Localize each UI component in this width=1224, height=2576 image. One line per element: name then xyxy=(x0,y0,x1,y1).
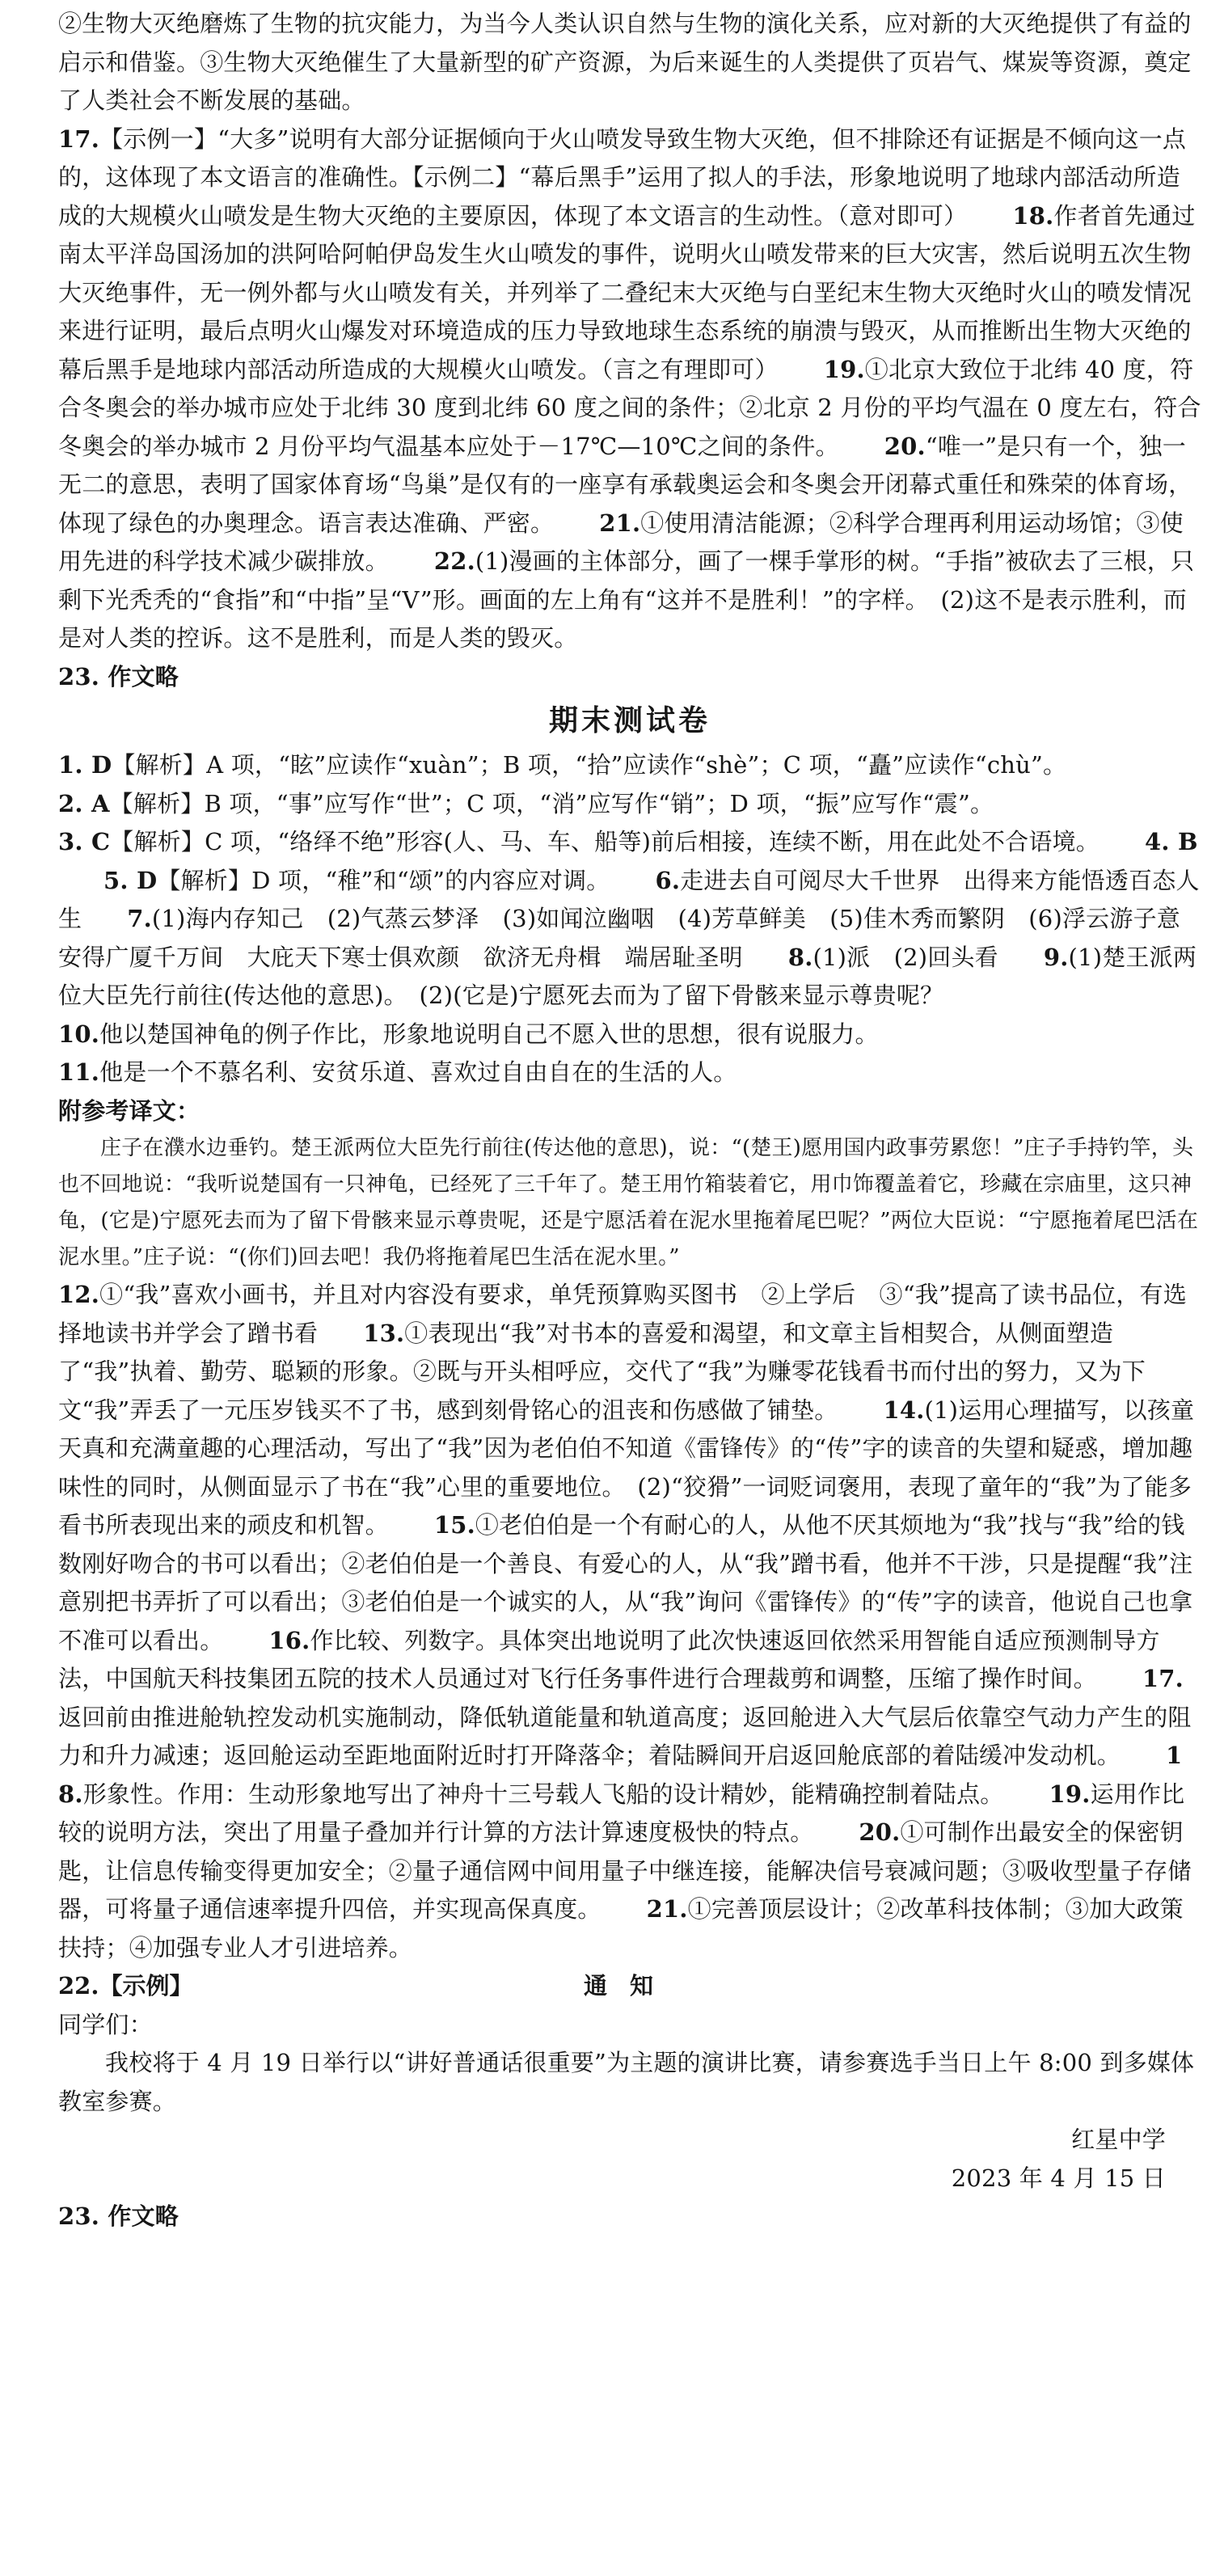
answer-text: 【示例一】“大多”说明有大部分证据倾向于火山喷发导致生物大灭绝，但不排除还有证据是不倾向这一点的，这体现了本文语言的准确性。【示例二】“幕后黑手”运用了拟人的手法，形象地说明了地球内部活动所造成的大规模火山喷发是生物大灭绝的主要原因，体现了本文语言的生动性。（意对即可） xyxy=(58,125,1187,230)
reference-translation-label: 附参考译文： xyxy=(58,1096,200,1125)
composition-note: 23. 作文略 xyxy=(58,2202,179,2230)
answer-2: 2. A【解析】B 项，“事”应写作“世”；C 项，“消”应写作“销”；D 项，“振”应写作“震”。 xyxy=(58,789,994,817)
answers-12-21: 12.①“我”喜欢小画书，并且对内容没有要求，单凭预算购买图书 ②上学后 ③“我”提高了读书品位，有选择地读书并学会了蹭书看 13.①表现出“我”对书本的喜爱和渴望，和文章主旨相契合，从侧面塑造了“我”执着、勤劳、聪颖的形象。②既与开头相呼应，交代了“我”为赚零花钱看书而付出的努力，又为下文“我”弄丢了一元压岁钱买不了书，感到刻骨铭心的沮丧和伤感做了铺垫。 14.(1)运用心理描写，以孩童天真和充满童趣的心理活动，写出了“我”因为老伯伯不知道《雷锋传》的“传”字的读音的失望和疑惑，增加趣味性的同时，从侧面显示了书在“我”心里的重要地位。 (2)“狡猾”一词贬词褒用，表现了童年的“我”为了能多看书所表现出来的顽皮和机智。 15.①老伯伯是一个有耐心的人，从他不厌其烦地为“我”找与“我”给的钱数刚好吻合的书可以看出；②老伯伯是一个善良、有爱心的人，从“我”蹭书看，他并不干涉，只是提醒“我”注意别把书弄折了可以看出；③老伯伯是一个诚实的人，从“我”询问《雷锋传》的“传”字的读音，他说自己也拿不准可以看出。 16.作比较、列数字。具体突出地说明了此次快速返回依然采用智能自适应预测制导方法，中国航天科技集团五院的技术人员通过对飞行任务事件进行合理裁剪和调整，压缩了操作时间。 17.返回前由推进舱轨控发动机实施制动，降低轨道能量和轨道高度；返回舱进入大气层后依靠空气动力产生的阻力和升力减速；返回舱运动至距地面附近时打开降落伞；着陆瞬间开启返回舱底部的着陆缓冲发动机。 18.形象性。作用：生动形象地写出了神舟十三号载人飞船的设计精妙，能精确控制着陆点。 19.运用作比较的说明方法，突出了用量子叠加并行计算的方法计算速度极快的特点。 20.①可制作出最安全的保密钥匙，让信息传输变得更加安全；②量子通信网中间用量子中继连接，能解决信号衰减问题；③吸收型量子存储器，可将量子通信速率提升四倍，并实现高保真度。 21.①完善顶层设计；②改革科技体制；③加大政策扶持；④加强专业人才引进培养。 xyxy=(58,1281,1195,1962)
q-number: 21. xyxy=(599,509,641,537)
notice-title: 通知 xyxy=(583,1972,676,2000)
notice-header xyxy=(58,1967,1201,2006)
q-number: 19. xyxy=(823,355,865,383)
prev-answer-para: ②生物大灭绝磨炼了生物的抗灾能力，为当今人类认识自然与生物的演化关系，应对新的大灭绝提供了有益的启示和借鉴。③生物大灭绝催生了大量新型的矿产资源，为后来诞生的人类提供了页岩气、煤炭等资源，奠定了人类社会不断发展的基础。 xyxy=(58,10,1192,114)
answer-text: ①使用清洁能源；②科学合理再利用运动场馆；③使用先进的科学技术减少碳排放。 xyxy=(58,509,1184,575)
answer-text: 作者首先通过南太平洋岛国汤加的洪阿哈阿帕伊岛发生火山喷发的事件，说明火山喷发带来的巨大灾害，然后说明五次生物大灭绝事件，无一例外都与火山喷发有关，并列举了二叠纪末大灭绝与白垩纪末生物大灭绝时火山的喷发情况来进行证明，最后点明火山爆发对环境造成的压力导致地球生态系统的崩溃与毁灭，从而推断出生物大灭绝的幕后黑手是地球内部活动所造成的大规模火山喷发。（言之有理即可） xyxy=(58,201,1196,383)
example-label: 【示例】 xyxy=(99,1972,193,2000)
q-number: 22. xyxy=(58,1972,99,2000)
q-number: 22. xyxy=(433,547,475,575)
section-title: 期末测试卷 xyxy=(548,704,711,737)
answer-11: 11.他是一个不慕名利、安贫乐道、喜欢过自由自在的生活的人。 xyxy=(58,1058,737,1086)
q-number: 17. xyxy=(58,125,100,153)
answer-text: “唯一”是只有一个，独一无二的意思，表明了国家体育场“鸟巢”是仅有的一座享有承载奥运会和冬奥会开闭幕式重任和殊荣的体育场，体现了绿色的办奥理念。语言表达准确、严密。 xyxy=(58,432,1192,537)
q-number: 20. xyxy=(884,432,926,460)
notice-body: 我校将于 4 月 19 日举行以“讲好普通话很重要”为主题的演讲比赛，请参赛选手当日上午 8:00 到多媒体教室参赛。 xyxy=(58,2049,1195,2115)
notice-school: 红星中学 xyxy=(1071,2126,1166,2153)
reference-translation: 庄子在濮水边垂钓。楚王派两位大臣先行前往(传达他的意思)，说：“(楚王)愿用国内政事劳累您！”庄子手持钓竿，头也不回地说：“我听说楚国有一只神龟，已经死了三千年了。楚王用竹箱装着它，用巾饰覆盖着它，珍藏在宗庙里，这只神龟，(它是)宁愿死去而为了留下骨骸来显示尊贵呢，还是宁愿活着在泥水里拖着尾巴呢？”两位大臣说：“宁愿拖着尾巴活在泥水里。”庄子说：“(你们)回去吧！我仍将拖着尾巴生活在泥水里。” xyxy=(58,1136,1199,1269)
q-number: 18. xyxy=(1012,201,1054,230)
prev-answers-block xyxy=(58,120,1201,658)
answers-3-9: 3. C【解析】C 项，“络绎不绝”形容(人、马、车、船等)前后相接，连续不断，用在此处不合语境。 4. B5. D【解析】D 项，“稚”和“颂”的内容应对调。 6.走进去自可阅尽大千世界 出得来方能悟透百态人生 7.(1)海内存知己 (2)气蒸云梦泽 (3)如闻泣幽咽 (4)芳草鲜美 (5)佳木秀而繁阴 (6)浮云游子意 安得广厦千万间 大庇天下寒士俱欢颜 欲济无舟楫 端居耻圣明 8.(1)派 (2)回头看 9.(1)楚王派两位大臣先行前往(传达他的意思)。 (2)(它是)宁愿死去而为了留下骨骸来显示尊贵呢？ xyxy=(58,828,1205,1009)
answer-text: (1)漫画的主体部分，画了一棵手掌形的树。“手指”被砍去了三根，只剩下光秃秃的“食指”和“中指”呈“V”形。画面的左上角有“这并不是胜利！”的字样。 (2)这不是表示胜利，而是对人类的控诉。这不是胜利，而是人类的毁灭。 xyxy=(58,547,1195,652)
composition-note: 23. 作文略 xyxy=(58,662,179,690)
notice-date: 2023 年 4 月 15 日 xyxy=(951,2164,1166,2192)
notice-greeting: 同学们： xyxy=(58,2010,153,2038)
answer-10: 10.他以楚国神龟的例子作比，形象地说明自己不愿入世的思想，很有说服力。 xyxy=(58,1020,879,1048)
answer-1: 1. D【解析】A 项，“眩”应读作“xuàn”；B 项，“拾”应读作“shè”；C 项，“矗”应读作“chù”。 xyxy=(58,751,1067,779)
answer-text: ①北京大致位于北纬 40 度，符合冬奥会的举办城市应处于北纬 30 度到北纬 60 度之间的条件；②北京 2 月份的平均气温在 0 度左右，符合冬奥会的举办城市 2 月份平均气温基本应处于－17℃—10℃之间的条件。 xyxy=(58,355,1201,460)
